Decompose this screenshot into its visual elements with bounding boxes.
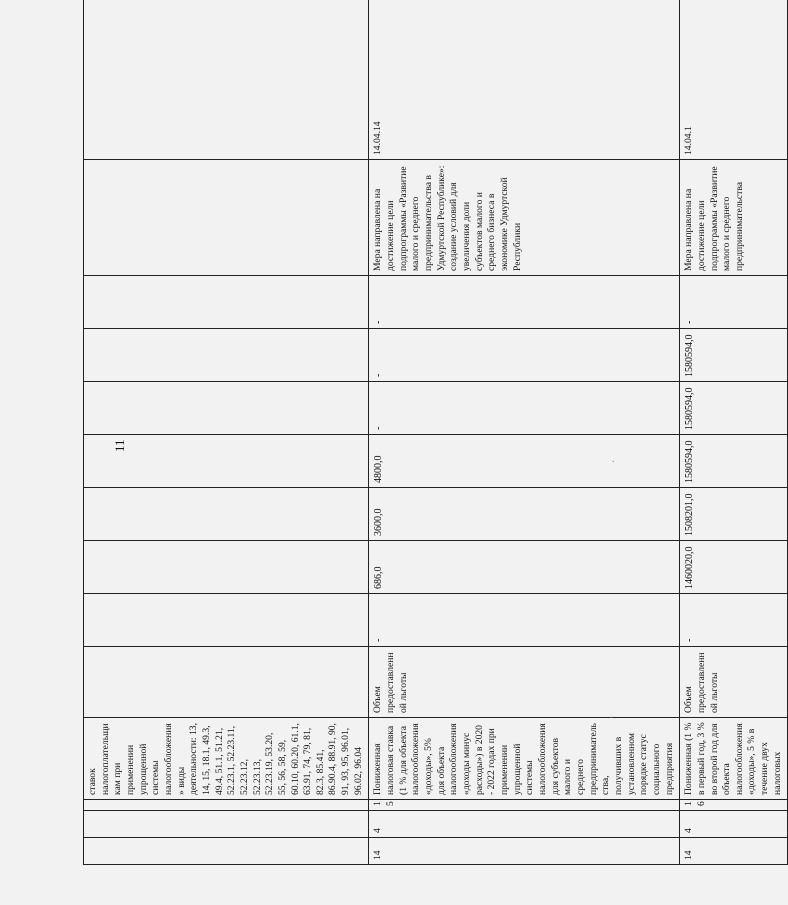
- scan-mark: .: [610, 710, 613, 721]
- cell-value: 1508201,0: [680, 488, 788, 541]
- cell-value: -: [680, 276, 788, 329]
- cell-value: -: [369, 276, 680, 329]
- cell-value: [84, 276, 369, 329]
- cell-code: 14.04.14: [369, 0, 680, 160]
- cell-goal: [84, 160, 369, 276]
- cell-gp: [84, 838, 369, 865]
- page-number: 11: [112, 439, 127, 452]
- cell-code: 14.04.1: [680, 0, 788, 160]
- cell-value: [84, 594, 369, 647]
- cell-gp: 14: [680, 838, 788, 865]
- budget-table: [83, 0, 788, 865]
- cell-gp: 14: [369, 838, 680, 865]
- cell-value: -: [680, 594, 788, 647]
- cell-goal: Мера направлена на достижение цели подпрограммы «Развитие малого и среднего предпринимательства в Удмуртской Республике»: создание условий для увеличения доли субъектов малого и среднего бизнеса в экономике Удмуртской Республики: [369, 160, 680, 276]
- cell-name: ставок налогоплательщикам при применении упрощенной системы налогообложения» виды деятельности: 13, 14, 15, 18.1, 49.3, 49.4, 51.1, 51.21, 52.23.1, 52.23.11, 52.23.12, 52.23.13, 52.23.19, 53.20, 55, 56, 58, 59, 60.10, 60.20, 61.1, 63.91, 74, 79, 81, 82.3, 85.41, 86.90.4, 88.91, 90, 91, 93, 95, 96.01, 96.02, 96.04: [84, 718, 369, 800]
- cell-value: [84, 435, 369, 488]
- cell-no: 16: [680, 800, 788, 811]
- cell-value: -: [369, 382, 680, 435]
- cell-indicator: Объем предоставленной льготы: [369, 647, 680, 718]
- cell-indicator: [84, 647, 369, 718]
- cell-no: 15: [369, 800, 680, 811]
- rotated-table-wrapper: [83, 36, 783, 865]
- cell-pp: [84, 811, 369, 838]
- cell-indicator: Объем предоставленной льготы: [680, 647, 788, 718]
- cell-value: 1580594,0: [680, 329, 788, 382]
- table-row: [680, 0, 788, 865]
- cell-name: Пониженная (1 % в первый год, 3 % во второй год для объекта налогообложения «доходы», 5 % в течение двух налоговых: [680, 718, 788, 800]
- cell-value: -: [369, 594, 680, 647]
- cell-value: [84, 382, 369, 435]
- cell-name: Пониженная налоговая ставка (1 % для объекта налогообложения «доходы», 5% для объекта налогообложения «доходы минус расходы») в 2020 - 2022 годах при применении упрощенной системы налогообложения для субъектов малого и среднего предпринимательства, получивших в установленном порядке статус социального предприятия: [369, 718, 680, 800]
- cell-value: 4800,0: [369, 435, 680, 488]
- cell-value: [84, 329, 369, 382]
- cell-value: 686,0: [369, 541, 680, 594]
- scan-mark: .: [612, 454, 615, 465]
- cell-pp: 4: [369, 811, 680, 838]
- cell-no: [84, 800, 369, 811]
- cell-value: [84, 488, 369, 541]
- table-row: [369, 0, 680, 865]
- cell-code: [84, 0, 369, 160]
- cell-value: -: [369, 329, 680, 382]
- cell-value: 3600,0: [369, 488, 680, 541]
- cell-value: 1580594,0: [680, 435, 788, 488]
- cell-goal: Мера направлена на достижение цели подпрограммы «Развитие малого и среднего предпринимательства: [680, 160, 788, 276]
- cell-value: [84, 541, 369, 594]
- cell-pp: 4: [680, 811, 788, 838]
- cell-value: 1460020,0: [680, 541, 788, 594]
- table-row: [84, 0, 369, 865]
- cell-value: 1580594,0: [680, 382, 788, 435]
